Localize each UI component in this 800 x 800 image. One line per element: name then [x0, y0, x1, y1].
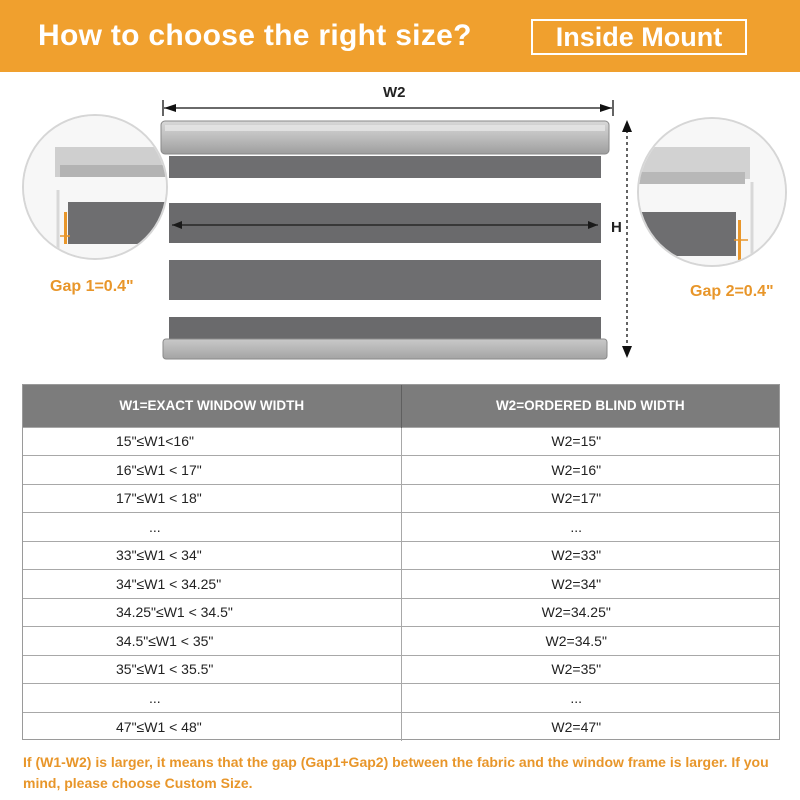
window-width-cell: 33"≤W1 < 34" — [23, 541, 401, 570]
bottom-rail — [163, 339, 607, 359]
table-row — [23, 570, 779, 599]
blind-width-cell: ... — [401, 513, 779, 542]
table-row — [23, 484, 779, 513]
column-header-blind-width: W2=ORDERED BLIND WIDTH — [401, 385, 779, 427]
blind-width-cell: W2=34.5" — [401, 627, 779, 656]
window-width-cell: 17"≤W1 < 18" — [23, 484, 401, 513]
window-width-cell: 15"≤W1<16" — [23, 427, 401, 456]
window-width-cell: 34.5"≤W1 < 35" — [23, 627, 401, 656]
header-banner — [0, 0, 800, 72]
left-gap-detail — [20, 112, 175, 262]
width-label: W2 — [383, 84, 406, 101]
blind-width-cell: ... — [401, 684, 779, 713]
blind-width-cell: W2=15" — [401, 427, 779, 456]
gap2-label: Gap 2=0.4" — [690, 283, 774, 300]
blind-width-cell: W2=33" — [401, 541, 779, 570]
window-width-cell: 34"≤W1 < 34.25" — [23, 570, 401, 599]
window-width-cell: 35"≤W1 < 35.5" — [23, 655, 401, 684]
size-table — [22, 384, 780, 740]
blind-diagram — [0, 72, 800, 382]
mount-type-badge: Inside Mount — [531, 19, 747, 55]
fabric-band — [169, 156, 601, 178]
fabric-band — [169, 203, 601, 243]
fabric-band — [169, 260, 601, 300]
blind-width-cell: W2=16" — [401, 456, 779, 485]
blind-width-cell: W2=34" — [401, 570, 779, 599]
gap1-label: Gap 1=0.4" — [50, 278, 134, 295]
table-row — [23, 456, 779, 485]
right-gap-detail — [630, 112, 800, 282]
table-row — [23, 541, 779, 570]
fabric-band — [169, 317, 601, 339]
width-arrow — [163, 100, 613, 116]
table-row — [23, 427, 779, 456]
table-row — [23, 627, 779, 656]
height-label: H — [611, 219, 622, 236]
window-width-cell: ... — [23, 513, 401, 542]
table-row — [23, 684, 779, 713]
blind-width-cell: W2=17" — [401, 484, 779, 513]
window-width-cell: ... — [23, 684, 401, 713]
blind-width-cell: W2=35" — [401, 655, 779, 684]
table-row — [23, 598, 779, 627]
blind-width-cell: W2=34.25" — [401, 598, 779, 627]
sizing-note: If (W1-W2) is larger, it means that the gap (Gap1+Gap2) between the fabric and the window frame is larger. If you mind, please choose Custom Size. — [23, 754, 769, 791]
table-row — [23, 513, 779, 542]
window-width-cell: 47"≤W1 < 48" — [23, 712, 401, 741]
page-title: How to choose the right size? — [38, 19, 472, 52]
column-header-window-width: W1=EXACT WINDOW WIDTH — [23, 385, 401, 427]
window-width-cell: 16"≤W1 < 17" — [23, 456, 401, 485]
table-row — [23, 712, 779, 741]
blind-illustration — [0, 72, 800, 382]
window-width-cell: 34.25"≤W1 < 34.5" — [23, 598, 401, 627]
blind-width-cell: W2=47" — [401, 712, 779, 741]
height-arrow — [622, 120, 632, 358]
table-row — [23, 655, 779, 684]
